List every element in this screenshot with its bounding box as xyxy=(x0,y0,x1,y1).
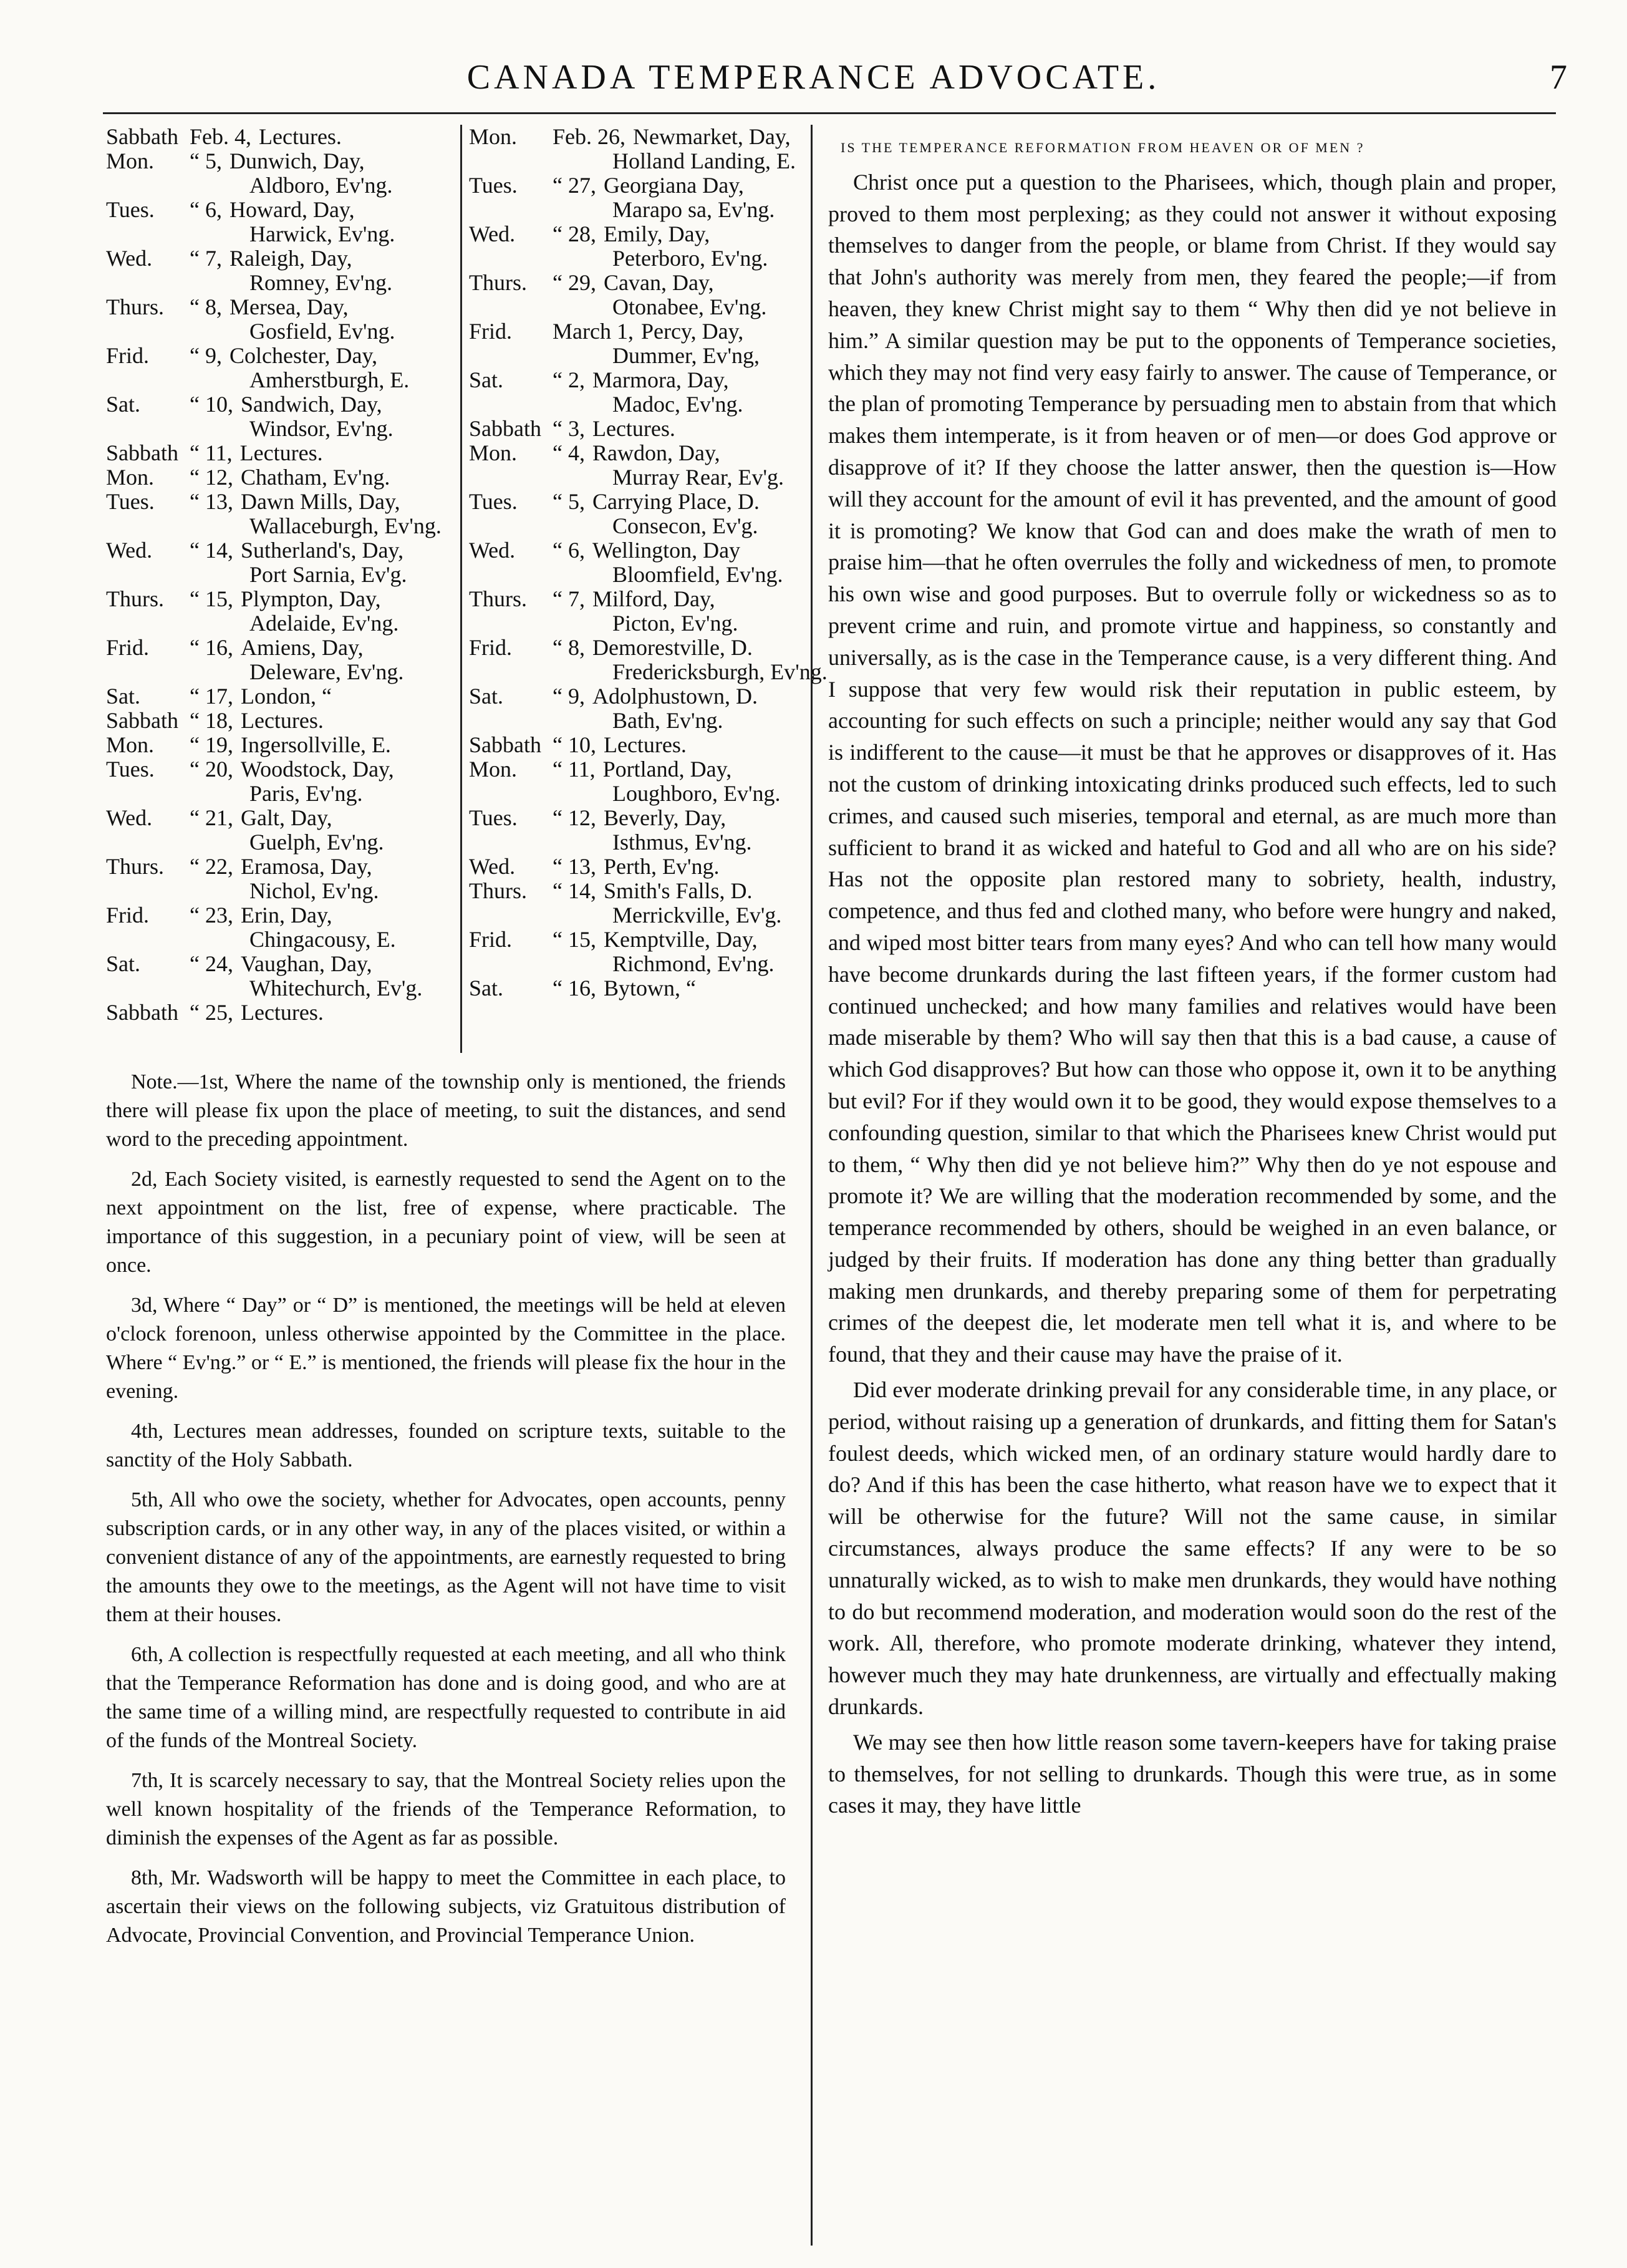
schedule-entry xyxy=(106,757,455,782)
schedule-entry xyxy=(106,538,455,563)
schedule-day: Sat. xyxy=(469,684,504,709)
schedule-place: Carrying Place, D. xyxy=(592,489,760,514)
schedule-entry xyxy=(106,344,455,368)
schedule-evening-place: Marapo sa, Ev'ng. xyxy=(612,197,775,222)
schedule-day: Frid. xyxy=(106,903,150,928)
schedule-evening-place: Consecon, Ev'g. xyxy=(612,513,758,538)
schedule-date: “ 12, xyxy=(190,465,233,490)
schedule-day: Wed. xyxy=(469,538,516,563)
schedule-entry xyxy=(106,587,455,611)
schedule-evening-place: Wallaceburgh, Ev'ng. xyxy=(249,513,442,538)
schedule-place: Bytown, “ xyxy=(603,976,696,1001)
schedule-entry xyxy=(106,806,455,830)
schedule-day: Sat. xyxy=(106,684,141,709)
schedule-date: “ 3, xyxy=(553,416,585,441)
schedule-place: Sutherland's, Day, xyxy=(240,538,404,563)
schedule-date: “ 27, xyxy=(553,173,596,198)
page-header xyxy=(0,57,1627,107)
schedule-evening-place: Dummer, Ev'ng, xyxy=(612,343,760,368)
schedule-place: Newmarket, Day, xyxy=(633,124,791,149)
schedule-date: “ 4, xyxy=(553,440,585,465)
schedule-date: “ 10, xyxy=(190,392,233,417)
schedule-place: Woodstock, Day, xyxy=(240,757,394,782)
schedule-place: Lectures. xyxy=(240,1000,324,1025)
schedule-place: Lectures. xyxy=(259,124,342,149)
schedule-date: “ 6, xyxy=(190,197,222,222)
schedule-place: Lectures. xyxy=(592,416,675,441)
schedule-day: Thurs. xyxy=(469,878,527,903)
schedule-date: “ 5, xyxy=(190,148,222,173)
schedule-date: Feb. 26, xyxy=(553,124,625,149)
schedule-date: Feb. 4, xyxy=(190,124,251,149)
newspaper-title: CANADA TEMPERANCE ADVOCATE. xyxy=(466,58,1161,97)
note-paragraph: 4th, Lectures mean addresses, founded on scripture texts, suitable to the sanctity of the Holy Sabbath. xyxy=(106,1420,786,1471)
schedule-evening-place: Deleware, Ev'ng. xyxy=(249,659,404,684)
schedule-date: “ 13, xyxy=(190,489,233,514)
schedule-place: Chatham, Ev'ng. xyxy=(240,465,390,490)
schedule-day: Tues. xyxy=(469,805,518,830)
schedule-date: “ 28, xyxy=(553,221,596,246)
note-paragraph: 7th, It is scarcely necessary to say, that the Montreal Society relies upon the well known hospitality of the friends of the Temperance Reformation, to diminish the expenses of the Agent as far as possible. xyxy=(106,1769,786,1849)
schedule-date: “ 2, xyxy=(553,367,585,392)
schedule-evening-place: Otonabee, Ev'ng. xyxy=(612,294,767,319)
schedule-evening-place: Peterboro, Ev'ng. xyxy=(612,246,768,271)
schedule-entry xyxy=(469,879,806,903)
schedule-evening-place: Madoc, Ev'ng. xyxy=(612,392,743,417)
schedule-day: Sat. xyxy=(106,392,141,417)
schedule-day: Thurs. xyxy=(469,270,527,295)
article-heading: IS THE TEMPERANCE REFORMATION FROM HEAVEN OR OF MEN ? xyxy=(841,140,1365,155)
schedule-day: Wed. xyxy=(469,221,516,246)
schedule-entry xyxy=(106,125,455,149)
schedule-date: “ 10, xyxy=(553,732,596,757)
schedule-divider xyxy=(460,125,462,1053)
schedule-entry xyxy=(469,441,806,465)
schedule-day: Sabbath xyxy=(106,708,178,733)
schedule-evening-place: Chingacousy, E. xyxy=(249,927,396,952)
schedule-date: “ 9, xyxy=(553,684,585,709)
schedule-entry xyxy=(106,636,455,660)
schedule-evening-place: Bloomfield, Ev'ng. xyxy=(612,562,783,587)
schedule-entry xyxy=(469,222,806,246)
schedule-entry xyxy=(469,538,806,563)
schedule-day: Tues. xyxy=(469,489,518,514)
agent-notes xyxy=(106,1068,786,1961)
schedule-place: Howard, Day, xyxy=(229,197,355,222)
schedule-day: Wed. xyxy=(106,538,153,563)
schedule-date: “ 5, xyxy=(553,489,585,514)
schedule-place: Vaughan, Day, xyxy=(240,951,372,976)
schedule-date: “ 14, xyxy=(553,878,596,903)
schedule-evening-place: Bath, Ev'ng. xyxy=(612,708,723,733)
schedule-place: Rawdon, Day, xyxy=(592,440,720,465)
column-divider xyxy=(811,125,813,2246)
schedule-place: Smith's Falls, D. xyxy=(603,878,753,903)
schedule-place: London, “ xyxy=(240,684,332,709)
schedule-date: “ 18, xyxy=(190,708,233,733)
schedule-date: “ 6, xyxy=(553,538,585,563)
schedule-day: Mon. xyxy=(106,148,155,173)
schedule-day: Sat. xyxy=(469,367,504,392)
note-paragraph: 3d, Where “ Day” or “ D” is mentioned, the meetings will be held at eleven o'clock forenoon, unless otherwise appointed by the Committee in the place. Where “ Ev'ng.” or “ E.” is mentioned, the friends will please fix the hour in the evening. xyxy=(106,1294,786,1403)
schedule-date: “ 23, xyxy=(190,903,233,928)
schedule-place: Marmora, Day, xyxy=(592,367,729,392)
schedule-day: Frid. xyxy=(106,343,150,368)
schedule-entry xyxy=(469,855,806,879)
schedule-place: Wellington, Day xyxy=(592,538,741,563)
schedule-day: Sabbath xyxy=(469,732,541,757)
schedule-entry xyxy=(106,392,455,417)
schedule-day: Wed. xyxy=(106,805,153,830)
schedule-evening-place: Paris, Ev'ng. xyxy=(249,781,363,806)
schedule-day: Tues. xyxy=(469,173,518,198)
schedule-evening-place: Windsor, Ev'ng. xyxy=(249,416,393,441)
schedule-entry xyxy=(469,271,806,295)
schedule-date: “ 17, xyxy=(190,684,233,709)
schedule-entry xyxy=(469,684,806,709)
note-paragraph: 5th, All who owe the society, whether for Advocates, open accounts, penny subscription cards, or in any other way, in any of the places visited, or within a convenient distance of any of the appointments, are earnestly requested to bring the amounts they owe to the meetings, as the Agent will not have time to visit them at their houses. xyxy=(106,1488,786,1626)
schedule-day: Thurs. xyxy=(106,854,164,879)
note-paragraph: 8th, Mr. Wadsworth will be happy to meet the Committee in each place, to ascertain their views on the following subjects, viz Gratuitous distribution of Advocate, Provincial Convention, and Provincial Temperance Union. xyxy=(106,1866,786,1947)
page-number: 7 xyxy=(1550,58,1567,97)
schedule-entry xyxy=(469,806,806,830)
schedule-date: “ 24, xyxy=(190,951,233,976)
schedule-date: “ 15, xyxy=(190,586,233,611)
schedule-evening-place: Picton, Ev'ng. xyxy=(612,611,738,636)
schedule-place: Colchester, Day, xyxy=(229,343,378,368)
schedule-evening-place: Gosfield, Ev'ng. xyxy=(249,319,395,344)
schedule-entry xyxy=(106,709,455,733)
schedule-entry xyxy=(469,733,806,757)
schedule-place: Emily, Day, xyxy=(603,221,710,246)
schedule-entry xyxy=(106,733,455,757)
schedule-date: “ 7, xyxy=(190,246,222,271)
schedule-date: “ 16, xyxy=(190,635,233,660)
schedule-entry xyxy=(469,757,806,782)
schedule-entry xyxy=(106,149,455,173)
schedule-entry xyxy=(469,636,806,660)
schedule-place: Sandwich, Day, xyxy=(240,392,382,417)
schedule-entry xyxy=(106,246,455,271)
schedule-day: Tues. xyxy=(106,757,155,782)
schedule-evening-place: Merrickville, Ev'g. xyxy=(612,903,782,928)
schedule-day: Frid. xyxy=(469,319,513,344)
schedule-place: Raleigh, Day, xyxy=(229,246,352,271)
schedule-evening-place: Romney, Ev'ng. xyxy=(249,270,393,295)
schedule-evening-place: Whitechurch, Ev'g. xyxy=(249,976,423,1001)
schedule-date: “ 8, xyxy=(190,294,222,319)
schedule-date: “ 19, xyxy=(190,732,233,757)
schedule-entry xyxy=(106,684,455,709)
header-rule xyxy=(103,112,1556,114)
schedule-evening-place: Harwick, Ev'ng. xyxy=(249,221,395,246)
schedule-day: Mon. xyxy=(469,757,518,782)
schedule-entry xyxy=(106,855,455,879)
schedule-day: Wed. xyxy=(106,246,153,271)
schedule-place: Perth, Ev'ng. xyxy=(603,854,720,879)
article-column xyxy=(828,132,1557,1825)
schedule-evening-place: Murray Rear, Ev'g. xyxy=(612,465,784,490)
note-paragraph: 2d, Each Society visited, is earnestly requested to send the Agent on to the next appointment on the list, free of expense, where practicable. The importance of this suggestion, in a pecuniary point of view, will be seen at once. xyxy=(106,1168,786,1277)
schedule-date: “ 21, xyxy=(190,805,233,830)
schedule-date: March 1, xyxy=(553,319,634,344)
schedule-day: Sabbath xyxy=(106,440,178,465)
schedule-place: Lectures. xyxy=(240,708,324,733)
schedule-date: “ 25, xyxy=(190,1000,233,1025)
schedule-entry xyxy=(469,125,806,149)
schedule-place: Georgiana Day, xyxy=(603,173,744,198)
schedule-day: Sabbath xyxy=(469,416,541,441)
schedule-place: Portland, Day, xyxy=(602,757,732,782)
schedule-date: “ 20, xyxy=(190,757,233,782)
schedule-place: Plympton, Day, xyxy=(240,586,381,611)
schedule-entry xyxy=(106,295,455,319)
schedule-entry xyxy=(469,976,806,1001)
schedule-evening-place: Holland Landing, E. xyxy=(612,148,796,173)
schedule-date: “ 8, xyxy=(553,635,585,660)
schedule-day: Sat. xyxy=(469,976,504,1001)
schedule-place: Adolphustown, D. xyxy=(592,684,758,709)
schedule-entry xyxy=(469,587,806,611)
schedule-date: “ 9, xyxy=(190,343,222,368)
schedule-place: Milford, Day, xyxy=(592,586,715,611)
schedule-day: Frid. xyxy=(469,635,513,660)
schedule-entry xyxy=(469,490,806,514)
schedule-date: “ 29, xyxy=(553,270,596,295)
schedule-evening-place: Adelaide, Ev'ng. xyxy=(249,611,399,636)
schedule-entry xyxy=(106,1001,455,1025)
schedule-place: Eramosa, Day, xyxy=(240,854,372,879)
schedule-day: Thurs. xyxy=(106,294,164,319)
schedule-entry xyxy=(469,368,806,392)
schedule-entry xyxy=(469,928,806,952)
schedule-place: Galt, Day, xyxy=(240,805,332,830)
article-paragraph: We may see then how little reason some tavern-keepers have for taking praise to themselves, for not selling to drunkards. Though this were true, as in some cases it may, they have little xyxy=(828,1729,1557,1818)
schedule-day: Frid. xyxy=(106,635,150,660)
schedule-entry xyxy=(469,173,806,198)
schedule-day: Sabbath xyxy=(106,1000,178,1025)
schedule-date: “ 16, xyxy=(553,976,596,1001)
schedule-date: “ 15, xyxy=(553,927,596,952)
schedule-place: Ingersollville, E. xyxy=(240,732,391,757)
schedule-date: “ 11, xyxy=(190,440,233,465)
schedule-day: Tues. xyxy=(106,197,155,222)
schedule-day: Mon. xyxy=(106,465,155,490)
schedule-place: Demorestville, D. xyxy=(592,635,753,660)
schedule-place: Kemptville, Day, xyxy=(603,927,758,952)
schedule-place: Mersea, Day, xyxy=(229,294,349,319)
schedule-day: Sat. xyxy=(106,951,141,976)
schedule-day: Mon. xyxy=(469,124,518,149)
schedule-day: Thurs. xyxy=(469,586,527,611)
schedule-entry xyxy=(469,319,806,344)
schedule-place: Dawn Mills, Day, xyxy=(240,489,400,514)
schedule-day: Mon. xyxy=(469,440,518,465)
schedule-entry xyxy=(106,465,455,490)
schedule-entry xyxy=(106,952,455,976)
schedule-evening-place: Fredericksburgh, Ev'ng. xyxy=(612,659,828,684)
schedule-place: Lectures. xyxy=(239,440,323,465)
schedule-day: Frid. xyxy=(469,927,513,952)
schedule-place: Cavan, Day, xyxy=(603,270,714,295)
schedule-place: Dunwich, Day, xyxy=(229,148,365,173)
note-paragraph: 6th, A collection is respectfully requested at each meeting, and all who think that the Temperance Reformation has done and is doing good, and who are at the same time of a willing mind, are respectfully requested to contribute in aid of the funds of the Montreal Society. xyxy=(106,1643,786,1752)
schedule-entry xyxy=(106,441,455,465)
schedule-entry xyxy=(469,417,806,441)
schedule-evening-place: Guelph, Ev'ng. xyxy=(249,830,384,855)
schedule-day: Mon. xyxy=(106,732,155,757)
article-paragraph: Christ once put a question to the Pharisees, which, though plain and proper, proved to them most perplexing; as they could not answer it without exposing themselves to danger from the people, or blame from Christ. If they would say that John's authority was merely from men, they feared the people;—if from heaven, they knew Christ might say to them “ Why then did ye not believe in him.” A similar question may be put to the opponents of Temperance societies, which they may not find very easy fairly to answer. The cause of Temperance, or the plan of promoting Temperance by persuading men to abstain from that which makes them intemperate, is it from heaven or of men—or does God approve or disapprove of it? If they choose the latter answer, then the question is—How will they account for the amount of evil it has prevented, and the amount of good it is promoting? We know that God can and does make the wrath of men to praise him—that he often overrules the folly and wickedness of men, to promote his own wise and good purposes. But to overrule folly or wickedness so as to prevent crime and ruin, and promote virtue and happiness, so constantly and universally, as is the case in the Temperance cause, is a very different thing. And I suppose that very few would risk their reputation in public esteem, by accounting for such effects on such a principle; neither would any say that God is indifferent to the cause—it must be that he approves or disapproves of it. Has not the custom of drinking intoxicating drinks produced such effects, led to such crimes, and caused such miseries, temporal and eternal, as are much more than sufficient to brand it as wicked and hateful to God and all who are on his side? Has not the opposite plan restored many to sobriety, health, industry, competence, and thus fed and clothed many, who before were hungry and naked, and wiped most bitter tears from many eyes? And who can tell how many would have become drunkards during the last fifteen years, if the former custom had continued unchecked; and how many families and relatives would have been made miserable by them? Who will say then that this is a bad cause, a cause of which God disapproves? But how can those who oppose it, own it to be anything but evil? For if they would own it to be good, they would expose themselves to a confounding question, similar to that which the Pharisees knew Christ would put to them, “ Why then did ye not believe him?” Why then do ye not espouse and promote it? We are willing that the moderation recommended by some, and the temperance recommended by others, should be weighed in an even balance, or judged by their fruits. If moderation has done any thing better than gradually making men drunkards, and thereby preparing some of them for perpetrating crimes of the deepest die, let moderate men tell what it is, and where to be found, that they and their cause may have the praise of it. xyxy=(828,169,1557,1367)
schedule-day: Wed. xyxy=(469,854,516,879)
schedule-date: “ 22, xyxy=(190,854,233,879)
schedule-date: “ 11, xyxy=(553,757,596,782)
article-paragraph: Did ever moderate drinking prevail for any considerable time, in any place, or period, without raising up a generation of drunkards, and fitting them for Satan's foulest deeds, which wicked men, of an ordinary stature would hardly dare to do? And if this has been the case hitherto, what reason have we to expect that it will be otherwise for the future? Will not the same cause, in similar circumstances, always produce the same effects? If any were to be so unnaturally wicked, as to wish to make men drunkards, they would have nothing to do but recommend moderation, and moderation would soon do the rest of the work. All, therefore, who promote moderate drinking, whatever they intend, however much they may hate drunkenness, are virtually and effectually making drunkards. xyxy=(828,1377,1557,1720)
schedule-evening-place: Richmond, Ev'ng. xyxy=(612,951,775,976)
schedule-place: Lectures. xyxy=(603,732,687,757)
schedule-entry xyxy=(106,903,455,928)
schedule-date: “ 12, xyxy=(553,805,596,830)
schedule-evening-place: Port Sarnia, Ev'g. xyxy=(249,562,407,587)
schedule-date: “ 14, xyxy=(190,538,233,563)
schedule-day: Thurs. xyxy=(106,586,164,611)
schedule-place: Erin, Day, xyxy=(240,903,332,928)
schedule-evening-place: Aldboro, Ev'ng. xyxy=(249,173,393,198)
schedule-middle-column xyxy=(469,124,828,1001)
schedule-place: Beverly, Day, xyxy=(603,805,727,830)
schedule-evening-place: Nichol, Ev'ng. xyxy=(249,878,379,903)
schedule-place: Percy, Day, xyxy=(640,319,744,344)
schedule-evening-place: Loughboro, Ev'ng. xyxy=(612,781,781,806)
schedule-place: Amiens, Day, xyxy=(240,635,364,660)
schedule-date: “ 7, xyxy=(553,586,585,611)
schedule-entry xyxy=(106,198,455,222)
schedule-left-column xyxy=(106,125,455,1025)
schedule-evening-place: Isthmus, Ev'ng. xyxy=(612,830,752,855)
schedule-day: Tues. xyxy=(106,489,155,514)
schedule-date: “ 13, xyxy=(553,854,596,879)
note-paragraph: Note.—1st, Where the name of the township only is mentioned, the friends there will please fix upon the place of meeting, to suit the distances, and send word to the preceding appointment. xyxy=(106,1070,786,1151)
schedule-entry xyxy=(106,490,455,514)
schedule-evening-place: Amherstburgh, E. xyxy=(249,367,410,392)
schedule-day: Sabbath xyxy=(106,124,178,149)
